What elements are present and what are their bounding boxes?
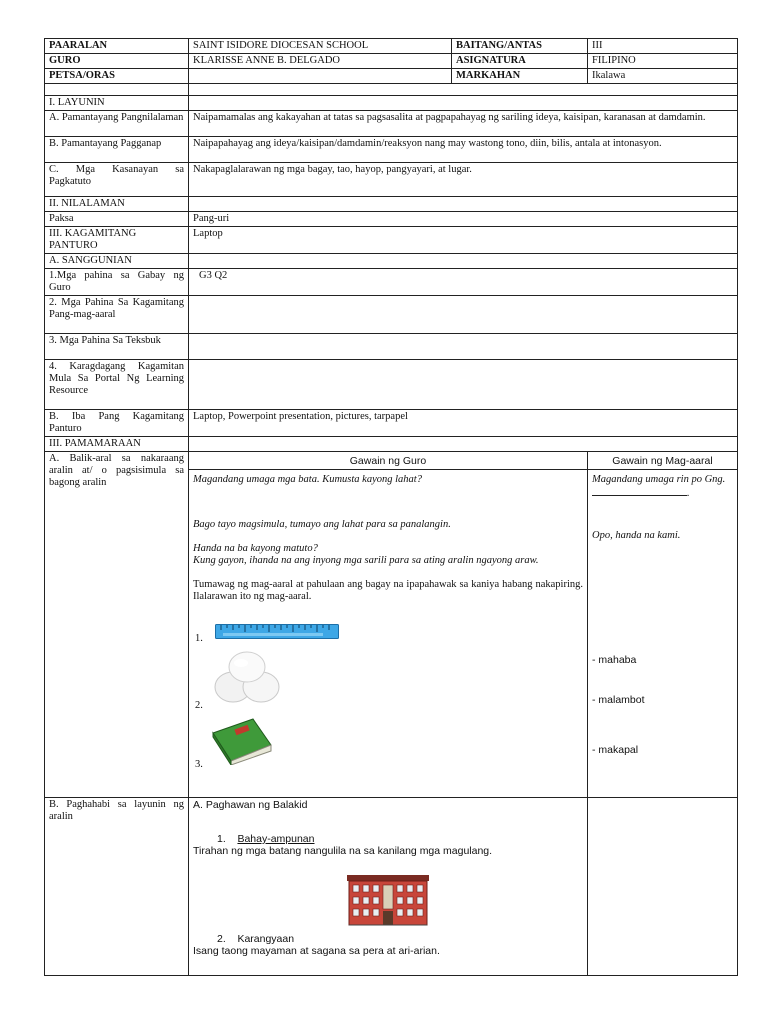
- answer-mahaba: - mahaba: [592, 654, 637, 666]
- daily-lesson-log-table: [44, 38, 738, 976]
- vocab-def-2: Isang taong mayaman at sagana sa pera at ari-arian.: [193, 945, 440, 957]
- pamantayang-pagganap-label: B. Pamantayang Pagganap: [45, 137, 189, 163]
- pamantayang-pangnilalaman-text: Naipamamalas ang kakayahan at tatas sa pagsasalita at pagpapahayag ng sariling ideya, kaisipan, karanasan at damdamin.: [189, 111, 738, 137]
- sanggunian-heading: A. SANGGUNIAN: [45, 254, 189, 269]
- spacer-cell: [189, 197, 738, 212]
- spacer-cell: [189, 360, 738, 410]
- paksa-value: Pang-uri: [189, 212, 738, 227]
- kagamitan-heading-value: Laptop: [189, 227, 738, 254]
- orphanage-building-image: [343, 871, 433, 927]
- teacher-greeting: Magandang umaga mga bata. Kumusta kayong lahat?: [193, 474, 422, 485]
- gawain-mag-aaral-header: Gawain ng Mag-aaral: [588, 452, 738, 470]
- gawain-guro-paghahabi: [189, 798, 588, 976]
- teacher-ready-question: Handa na ba kayong matuto?: [193, 543, 318, 554]
- date-label: PETSA/ORAS: [45, 69, 189, 84]
- teacher-prepare: Kung gayon, ihanda na ang inyong mga sarili para sa ating aralin ngayong araw.: [193, 555, 539, 566]
- quarter-value: Ikalawa: [588, 69, 738, 84]
- name-blank: [592, 486, 687, 496]
- teacher-instruction: Tumawag ng mag-aaral at pahulaan ang bagay na ipapahawak sa kaniya habang nakapiring. Ilalarawan ito ng mag-aaral.: [193, 579, 583, 602]
- vocab-item-2: 2. Karangyaan: [217, 933, 295, 945]
- spacer-cell: [189, 84, 738, 96]
- cotton-balls-image: [211, 649, 283, 705]
- teacher-label: GURO: [45, 54, 189, 69]
- spacer-cell: [45, 84, 189, 96]
- ruler-image: [215, 624, 339, 640]
- iba-pang-kagamitan-label: B. Iba Pang Kagamitang Panturo: [45, 410, 189, 437]
- vocab-item-1: 1. Bahay-ampunan: [217, 833, 315, 845]
- spacer-cell: [189, 334, 738, 360]
- kagamitang-pang-mag-aaral-label: 2. Mga Pahina Sa Kagamitang Pang-mag-aaral: [45, 296, 189, 334]
- teacher-value: KLARISSE ANNE B. DELGADO: [189, 54, 452, 69]
- quarter-label: MARKAHAN: [452, 69, 588, 84]
- subject-value: FILIPINO: [588, 54, 738, 69]
- item-number-3: 3.: [195, 759, 203, 770]
- spacer-cell: [189, 437, 738, 452]
- teacher-prayer: Bago tayo magsimula, tumayo ang lahat para sa panalangin.: [193, 519, 451, 530]
- gawain-guro-balik-aral: [189, 470, 588, 798]
- pamamaraan-heading: III. PAMAMARAAN: [45, 437, 189, 452]
- school-value: SAINT ISIDORE DIOCESAN SCHOOL: [189, 39, 452, 54]
- teksbuk-label: 3. Mga Pahina Sa Teksbuk: [45, 334, 189, 360]
- paghawan-heading: A. Paghawan ng Balakid: [193, 799, 308, 811]
- gawain-mag-aaral-balik-aral: [588, 470, 738, 798]
- book-image: [209, 715, 275, 765]
- school-label: PAARALAN: [45, 39, 189, 54]
- grade-value: III: [588, 39, 738, 54]
- building-picture: [193, 871, 583, 933]
- iba-pang-kagamitan-value: Laptop, Powerpoint presentation, pictures, tarpapel: [189, 410, 738, 437]
- answer-malambot: - malambot: [592, 694, 645, 706]
- spacer-cell: [189, 296, 738, 334]
- student-greeting: Magandang umaga rin po Gng. .: [592, 474, 726, 499]
- kagamitan-heading: III. KAGAMITANG PANTURO: [45, 227, 189, 254]
- layunin-heading: I. LAYUNIN: [45, 96, 189, 111]
- kasanayan-text: Nakapaglalarawan ng mga bagay, tao, hayop, pangyayari, at lugar.: [189, 163, 738, 197]
- grade-label: BAITANG/ANTAS: [452, 39, 588, 54]
- item-number-2: 2.: [195, 700, 203, 711]
- vocab-word-1: Bahay-ampunan: [237, 833, 315, 845]
- subject-label: ASIGNATURA: [452, 54, 588, 69]
- vocab-def-1: Tirahan ng mga batang nangulila na sa kanilang mga magulang.: [193, 845, 493, 857]
- balik-aral-label: A. Balik-aral sa nakaraang aralin at/ o pagsisimula sa bagong aralin: [45, 452, 189, 798]
- date-value: [189, 69, 452, 84]
- gabay-guro-label: 1.Mga pahina sa Gabay ng Guro: [45, 269, 189, 296]
- spacer-cell: [189, 254, 738, 269]
- nilalaman-heading: II. NILALAMAN: [45, 197, 189, 212]
- portal-label: 4. Karagdagang Kagamitan Mula Sa Portal Ng Learning Resource: [45, 360, 189, 410]
- item-number-1: 1.: [195, 633, 203, 644]
- paksa-label: Paksa: [45, 212, 189, 227]
- object-pictures: [193, 611, 583, 781]
- pamantayang-pangnilalaman-label: A. Pamantayang Pangnilalaman: [45, 111, 189, 137]
- kasanayan-label: C. Mga Kasanayan sa Pagkatuto: [45, 163, 189, 197]
- vocab-word-2: Karangyaan: [237, 933, 295, 945]
- gabay-guro-value: G3 Q2: [189, 269, 738, 296]
- spacer-cell: [189, 96, 738, 111]
- gawain-guro-header: Gawain ng Guro: [189, 452, 588, 470]
- answer-makapal: - makapal: [592, 744, 639, 756]
- gawain-mag-aaral-paghahabi: [588, 798, 738, 976]
- pamantayang-pagganap-text: Naipapahayag ang ideya/kaisipan/damdamin/reaksyon nang may wastong tono, diin, bilis, antala at intonasyon.: [189, 137, 738, 163]
- paghahabi-label: B. Paghahabi sa layunin ng aralin: [45, 798, 189, 976]
- student-ready: Opo, handa na kami.: [592, 530, 681, 541]
